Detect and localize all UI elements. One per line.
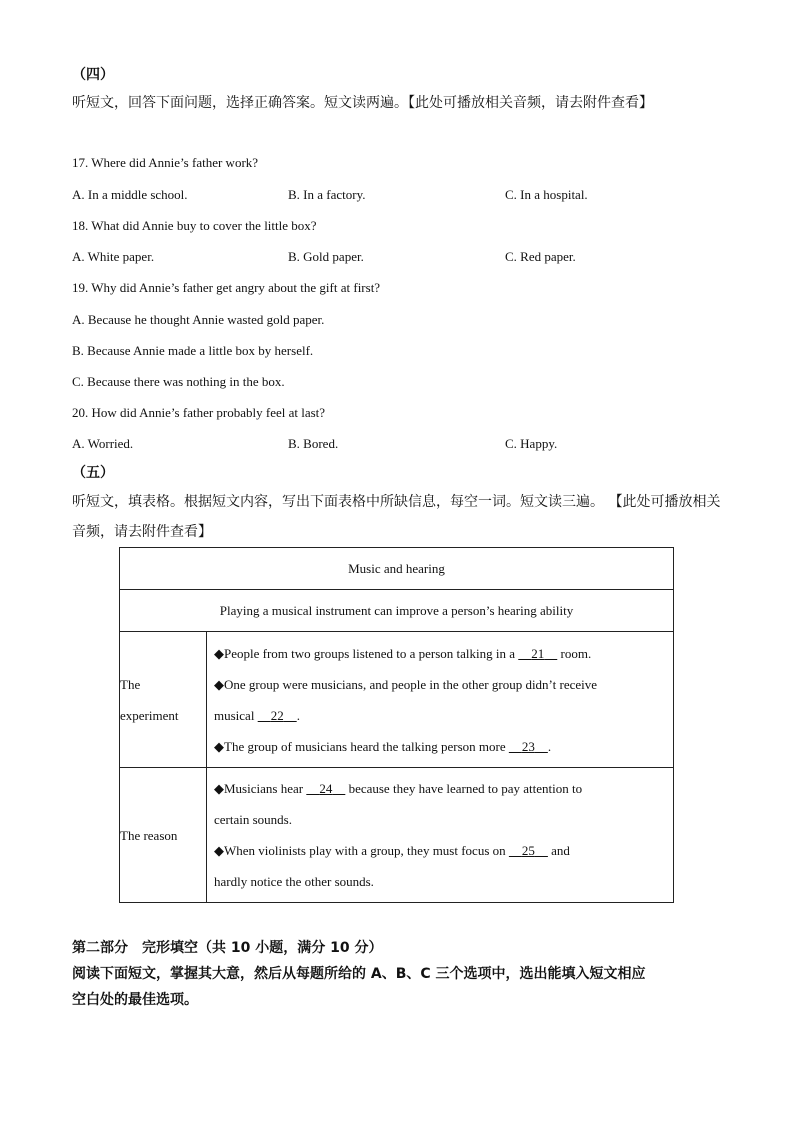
reason-content-cell: [207, 768, 674, 903]
reason-line-1: ◆Musicians hear 24 because they have learned to pay attention to: [214, 781, 583, 796]
section4-instruction: 听短文，回答下面问题，选择正确答案。短文读两遍。【此处可播放相关音频，请去附件查看】: [72, 95, 653, 111]
table-title: Music and hearing: [120, 548, 674, 590]
q20-option-c: C. Happy.: [505, 436, 558, 451]
blank-23[interactable]: 23: [521, 738, 535, 754]
section5-instruction-line2: 音频，请去附件查看】: [72, 524, 212, 540]
question-18: 18. What did Annie buy to cover the little box?: [72, 218, 317, 233]
blank-22[interactable]: 22: [270, 707, 284, 723]
blank-21[interactable]: 21: [531, 645, 545, 661]
reason-label-cell: The reason: [120, 768, 207, 903]
question-17: 17. Where did Annie’s father work?: [72, 155, 259, 170]
experiment-content-cell: [207, 632, 674, 768]
q17-option-b: B. In a factory.: [288, 187, 366, 202]
q20-option-b: B. Bored.: [288, 436, 339, 451]
question-20: 20. How did Annie’s father probably feel at last?: [72, 405, 326, 420]
experiment-line-2: ◆One group were musicians, and people in the other group didn’t receive: [214, 676, 598, 692]
music-hearing-table: [119, 547, 674, 903]
section5-heading: （五）: [72, 465, 114, 481]
reason-line-4: hardly notice the other sounds.: [214, 874, 374, 889]
q17-option-c: C. In a hospital.: [505, 187, 588, 202]
question-19: 19. Why did Annie’s father get angry about the gift at first?: [72, 280, 381, 295]
experiment-label-line2: experiment: [120, 707, 179, 723]
q17-option-a: A. In a middle school.: [72, 187, 188, 202]
reason-line-3: ◆When violinists play with a group, they must focus on 25 and: [214, 843, 570, 858]
part2-heading: 第二部分 完形填空（共 10 小题，满分 10 分）: [72, 940, 383, 956]
q19-option-a: A. Because he thought Annie wasted gold paper.: [72, 312, 325, 327]
blank-25[interactable]: 25: [521, 843, 535, 858]
q18-option-b: B. Gold paper.: [288, 249, 364, 264]
q18-option-a: A. White paper.: [72, 249, 155, 264]
q19-option-b: B. Because Annie made a little box by herself.: [72, 343, 314, 358]
experiment-label-cell: [120, 632, 207, 768]
table-subtitle: Playing a musical instrument can improve a person’s hearing ability: [120, 590, 674, 632]
experiment-label-line1: The: [120, 676, 141, 692]
reason-line-2: certain sounds.: [214, 812, 292, 827]
part2-instruction-line1: 阅读下面短文，掌握其大意，然后从每题所给的 A、B、C 三个选项中，选出能填入短文相应: [72, 966, 646, 982]
experiment-line-3: musical 22 .: [214, 707, 300, 723]
experiment-line-4: ◆The group of musicians heard the talking person more 23 .: [214, 738, 552, 754]
q20-option-a: A. Worried.: [72, 436, 134, 451]
q19-option-c: C. Because there was nothing in the box.: [72, 374, 285, 389]
section5-instruction-line1: 听短文，填表格。根据短文内容，写出下面表格中所缺信息，每空一词。短文读三遍。 【此处可播放相关: [72, 494, 721, 510]
blank-24[interactable]: 24: [319, 781, 333, 796]
experiment-line-1: ◆People from two groups listened to a person talking in a 21 room.: [214, 645, 592, 661]
q18-option-c: C. Red paper.: [505, 249, 576, 264]
section4-heading: （四）: [72, 67, 114, 83]
part2-instruction-line2: 空白处的最佳选项。: [72, 992, 198, 1008]
